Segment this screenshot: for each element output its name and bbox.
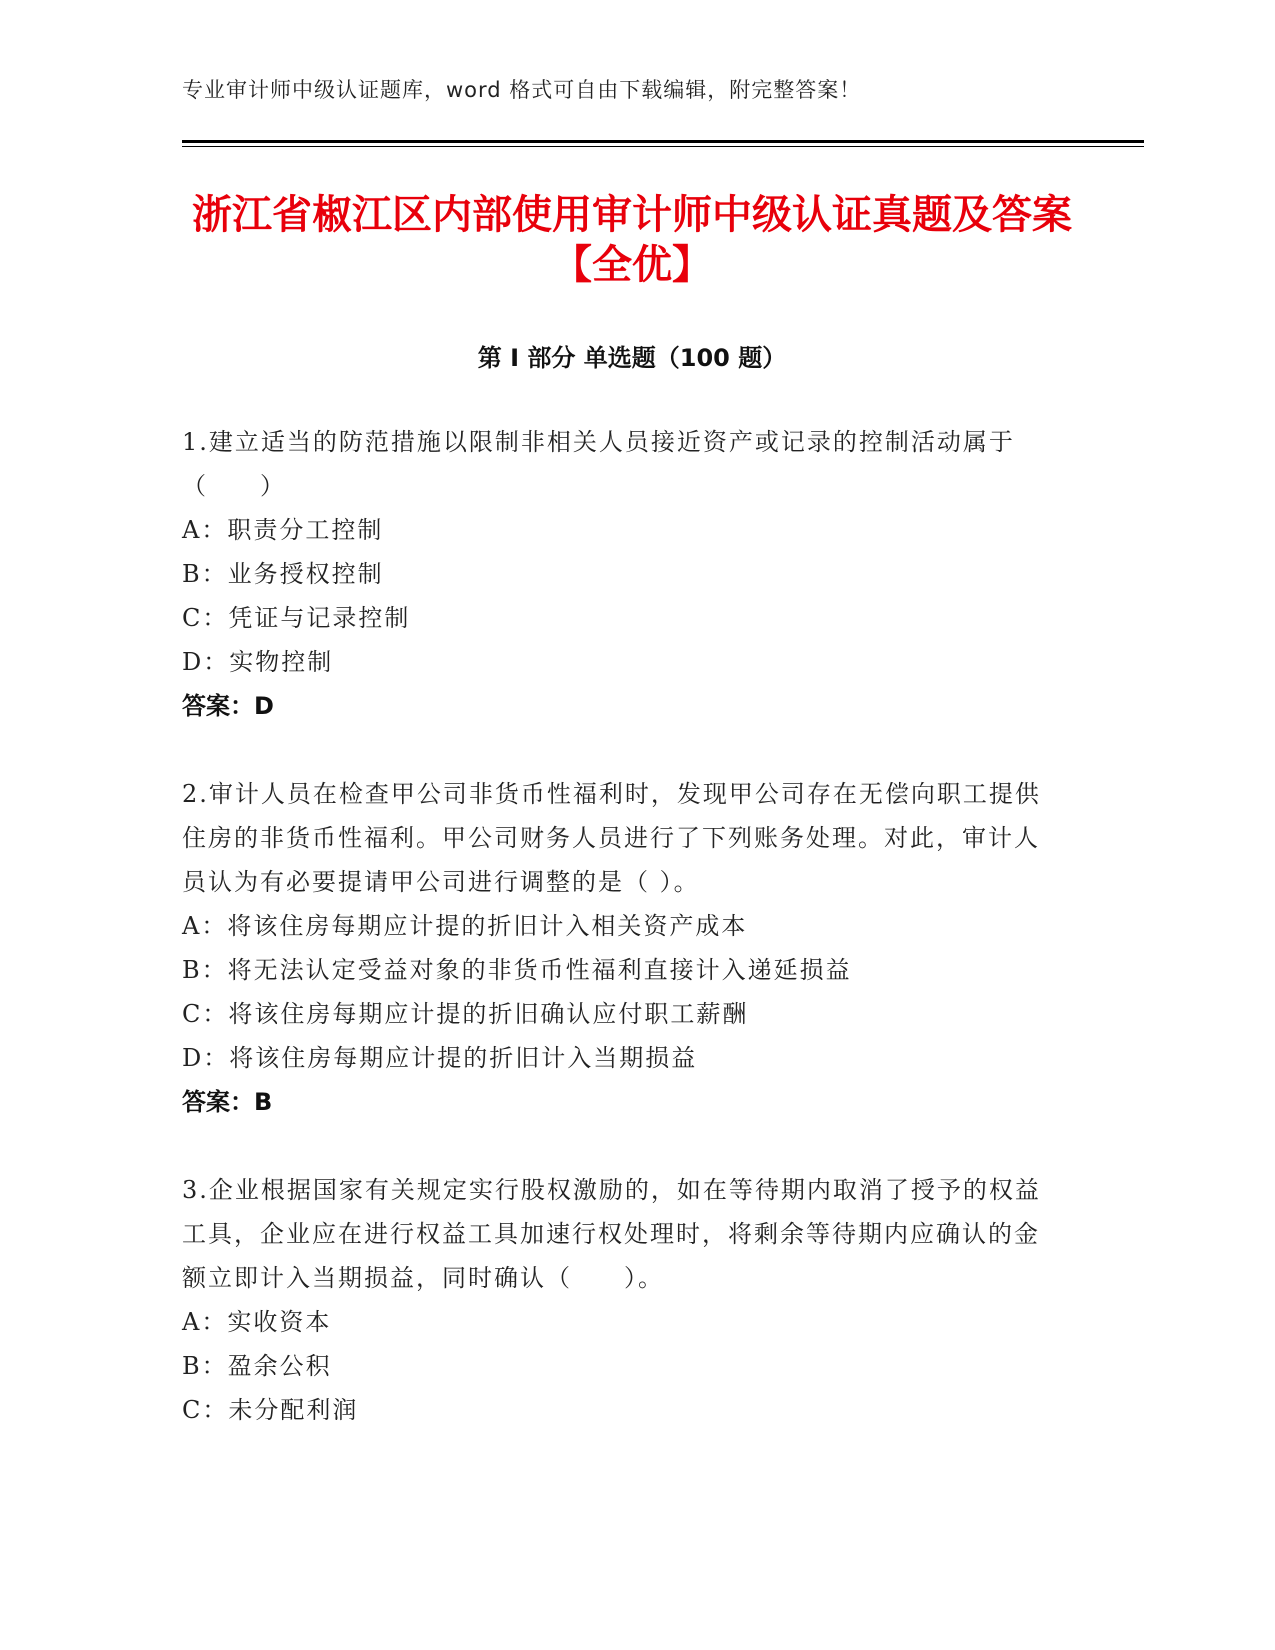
section-title: 第 I 部分 单选题（100 题） xyxy=(477,344,787,372)
option-a: A：实收资本 xyxy=(182,1308,332,1336)
option-d: D：将该住房每期应计提的折旧计入当期损益 xyxy=(182,1044,698,1072)
option-c: C：未分配利润 xyxy=(182,1396,359,1424)
document-title: 浙江省椒江区内部使用审计师中级认证真题及答案【全优】 xyxy=(192,192,1072,288)
option-a: A：职责分工控制 xyxy=(182,516,384,544)
header-divider-thick xyxy=(182,140,1144,143)
option-b: B：业务授权控制 xyxy=(182,560,384,588)
question-3 xyxy=(182,1168,1062,1432)
question-stem: 3.企业根据国家有关规定实行股权激励的，如在等待期内取消了授予的权益工具，企业应在进行权益工具加速行权处理时，将剩余等待期内应确认的金额立即计入当期损益，同时确认（ ）。 xyxy=(182,1176,1041,1292)
option-b: B：盈余公积 xyxy=(182,1352,332,1380)
question-stem: 1.建立适当的防范措施以限制非相关人员接近资产或记录的控制活动属于（ ） xyxy=(182,428,1015,500)
question-list xyxy=(182,420,1062,1432)
answer-line: 答案：B xyxy=(182,1088,273,1116)
question-1 xyxy=(182,420,1062,728)
option-d: D：实物控制 xyxy=(182,648,334,676)
option-c: C：凭证与记录控制 xyxy=(182,604,411,632)
answer-line: 答案：D xyxy=(182,692,274,720)
option-c: C：将该住房每期应计提的折旧确认应付职工薪酬 xyxy=(182,1000,749,1028)
question-2 xyxy=(182,772,1062,1124)
option-a: A：将该住房每期应计提的折旧计入相关资产成本 xyxy=(182,912,748,940)
question-stem: 2.审计人员在检查甲公司非货币性福利时，发现甲公司存在无偿向职工提供住房的非货币性福利。甲公司财务人员进行了下列账务处理。对此，审计人员认为有必要提请甲公司进行调整的是（ ）。 xyxy=(182,780,1041,896)
option-b: B：将无法认定受益对象的非货币性福利直接计入递延损益 xyxy=(182,956,852,984)
header-divider-thin xyxy=(182,146,1144,147)
header-note: 专业审计师中级认证题库，word 格式可自由下载编辑，附完整答案！ xyxy=(182,78,862,102)
